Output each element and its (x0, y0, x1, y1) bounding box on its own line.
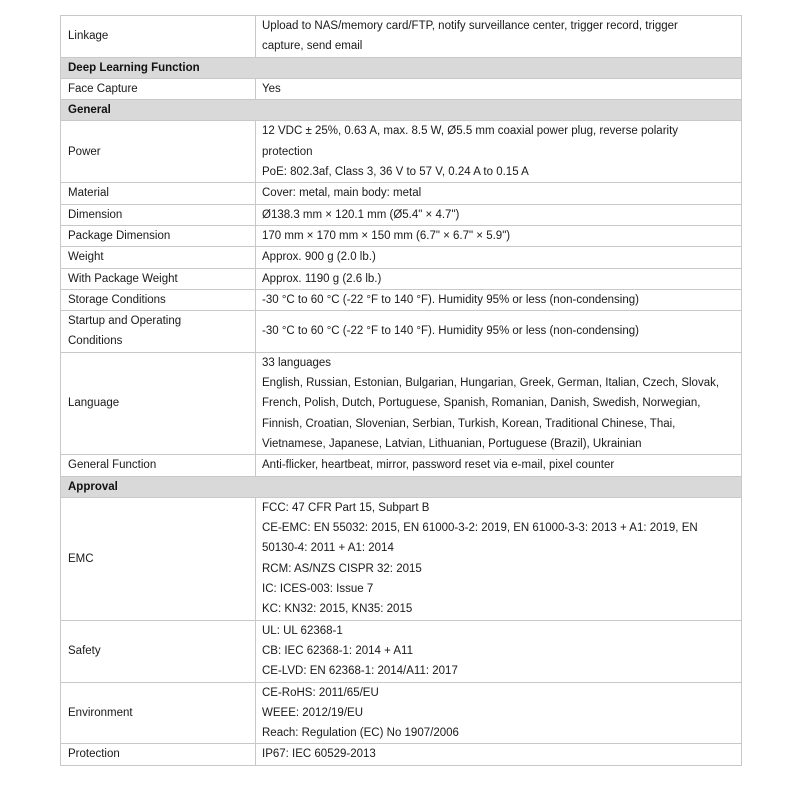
spec-value (256, 620, 742, 682)
spec-value-line: 33 languages (262, 356, 332, 369)
spec-value-line: Finnish, Croatian, Slovenian, Serbian, Turkish, Korean, Traditional Chinese, Thai, (262, 417, 676, 430)
spec-label-line: Language (68, 397, 120, 410)
section-header-row (61, 57, 742, 78)
spec-label (61, 682, 256, 744)
spec-table-body (61, 16, 742, 766)
spec-value-line: IP67: IEC 60529-2013 (262, 748, 376, 761)
spec-value (256, 455, 742, 476)
spec-value-line: RCM: AS/NZS CISPR 32: 2015 (262, 562, 422, 575)
spec-value-line: -30 °C to 60 °C (-22 °F to 140 °F). Humidity 95% or less (non-condensing) (262, 293, 639, 306)
spec-label-line: With Package Weight (68, 272, 178, 285)
spec-value-line: 170 mm × 170 mm × 150 mm (6.7" × 6.7" × 5.9") (262, 229, 511, 242)
spec-value-line: WEEE: 2012/19/EU (262, 706, 363, 719)
section-title: Approval (61, 476, 742, 497)
spec-label-line: Package Dimension (68, 229, 171, 242)
spec-label-line: Linkage (68, 30, 109, 43)
spec-value-line: PoE: 802.3af, Class 3, 36 V to 57 V, 0.24 A to 0.15 A (262, 166, 529, 179)
spec-value (256, 268, 742, 289)
spec-label (61, 204, 256, 225)
spec-label (61, 744, 256, 765)
spec-value-line: French, Polish, Dutch, Portuguese, Spanish, Romanian, Danish, Swedish, Norwegian, (262, 397, 701, 410)
spec-label (61, 78, 256, 99)
spec-value (256, 497, 742, 620)
spec-label (61, 311, 256, 353)
spec-row (61, 204, 742, 225)
spec-value (256, 225, 742, 246)
spec-label (61, 352, 256, 454)
spec-value-line: Vietnamese, Japanese, Latvian, Lithuanian, Portuguese (Brazil), Ukrainian (262, 437, 642, 450)
spec-label-line: Storage Conditions (68, 293, 166, 306)
spec-value (256, 352, 742, 454)
section-title: Deep Learning Function (61, 57, 742, 78)
spec-value-line: CE-EMC: EN 55032: 2015, EN 61000-3-2: 2019, EN 61000-3-3: 2013 + A1: 2019, EN (262, 522, 698, 535)
spec-value-line: UL: UL 62368-1 (262, 624, 343, 637)
spec-label-line: Weight (68, 251, 104, 264)
spec-label-line: General Function (68, 459, 157, 472)
spec-table (60, 15, 742, 766)
spec-label (61, 289, 256, 310)
spec-value (256, 744, 742, 765)
spec-value (256, 183, 742, 204)
spec-value-line: IC: ICES-003: Issue 7 (262, 583, 374, 596)
spec-value-line: Cover: metal, main body: metal (262, 187, 422, 200)
spec-label-line: Face Capture (68, 82, 138, 95)
spec-value (256, 247, 742, 268)
spec-label-line: Conditions (68, 335, 123, 348)
spec-label (61, 121, 256, 183)
spec-value-line: protection (262, 145, 313, 158)
section-title: General (61, 100, 742, 121)
spec-value-line: Anti-flicker, heartbeat, mirror, password reset via e-mail, pixel counter (262, 459, 615, 472)
spec-row (61, 225, 742, 246)
spec-value-line: FCC: 47 CFR Part 15, Subpart B (262, 501, 430, 514)
spec-label (61, 497, 256, 620)
spec-value (256, 289, 742, 310)
spec-label-line: Material (68, 187, 109, 200)
spec-value (256, 682, 742, 744)
spec-row (61, 497, 742, 620)
spec-value-line: CB: IEC 62368-1: 2014 + A11 (262, 644, 413, 657)
spec-value-line: Yes (262, 82, 281, 95)
spec-label-line: EMC (68, 552, 94, 565)
spec-value-line: 50130-4: 2011 + A1: 2014 (262, 542, 394, 555)
spec-label-line: Dimension (68, 208, 123, 221)
spec-label (61, 620, 256, 682)
spec-label-line: Environment (68, 706, 133, 719)
spec-value-line: CE-LVD: EN 62368-1: 2014/A11: 2017 (262, 665, 458, 678)
spec-value-line: Ø138.3 mm × 120.1 mm (Ø5.4" × 4.7") (262, 208, 460, 221)
spec-value-line: Approx. 900 g (2.0 lb.) (262, 251, 376, 264)
spec-value-line: capture, send email (262, 40, 363, 53)
spec-value-line: Reach: Regulation (EC) No 1907/2006 (262, 727, 459, 740)
section-header-row (61, 100, 742, 121)
spec-row (61, 78, 742, 99)
spec-value-line: English, Russian, Estonian, Bulgarian, Hungarian, Greek, German, Italian, Czech, Slovak, (262, 377, 720, 390)
spec-label (61, 183, 256, 204)
spec-label-line: Safety (68, 644, 101, 657)
spec-row (61, 455, 742, 476)
spec-row (61, 183, 742, 204)
spec-value (256, 311, 742, 353)
spec-value-line: Approx. 1190 g (2.6 lb.) (262, 272, 382, 285)
spec-value (256, 204, 742, 225)
spec-label (61, 225, 256, 246)
section-header-row (61, 476, 742, 497)
spec-label (61, 16, 256, 58)
spec-label (61, 247, 256, 268)
spec-value-line: -30 °C to 60 °C (-22 °F to 140 °F). Humidity 95% or less (non-condensing) (262, 325, 639, 338)
spec-row (61, 311, 742, 353)
spec-label-line: Power (68, 145, 101, 158)
spec-label (61, 455, 256, 476)
spec-label-line: Protection (68, 748, 120, 761)
spec-value (256, 121, 742, 183)
spec-row (61, 682, 742, 744)
spec-row (61, 620, 742, 682)
spec-value (256, 16, 742, 58)
spec-row (61, 289, 742, 310)
spec-row (61, 121, 742, 183)
spec-row (61, 268, 742, 289)
spec-value (256, 78, 742, 99)
spec-label-line: Startup and Operating (68, 315, 182, 328)
spec-value-line: CE-RoHS: 2011/65/EU (262, 686, 379, 699)
spec-value-line: KC: KN32: 2015, KN35: 2015 (262, 603, 413, 616)
spec-value-line: 12 VDC ± 25%, 0.63 A, max. 8.5 W, Ø5.5 mm coaxial power plug, reverse polarity (262, 125, 679, 138)
spec-label (61, 268, 256, 289)
spec-row (61, 247, 742, 268)
spec-row (61, 16, 742, 58)
spec-value-line: Upload to NAS/memory card/FTP, notify surveillance center, trigger record, trigger (262, 20, 678, 32)
spec-row (61, 744, 742, 765)
spec-row (61, 352, 742, 454)
